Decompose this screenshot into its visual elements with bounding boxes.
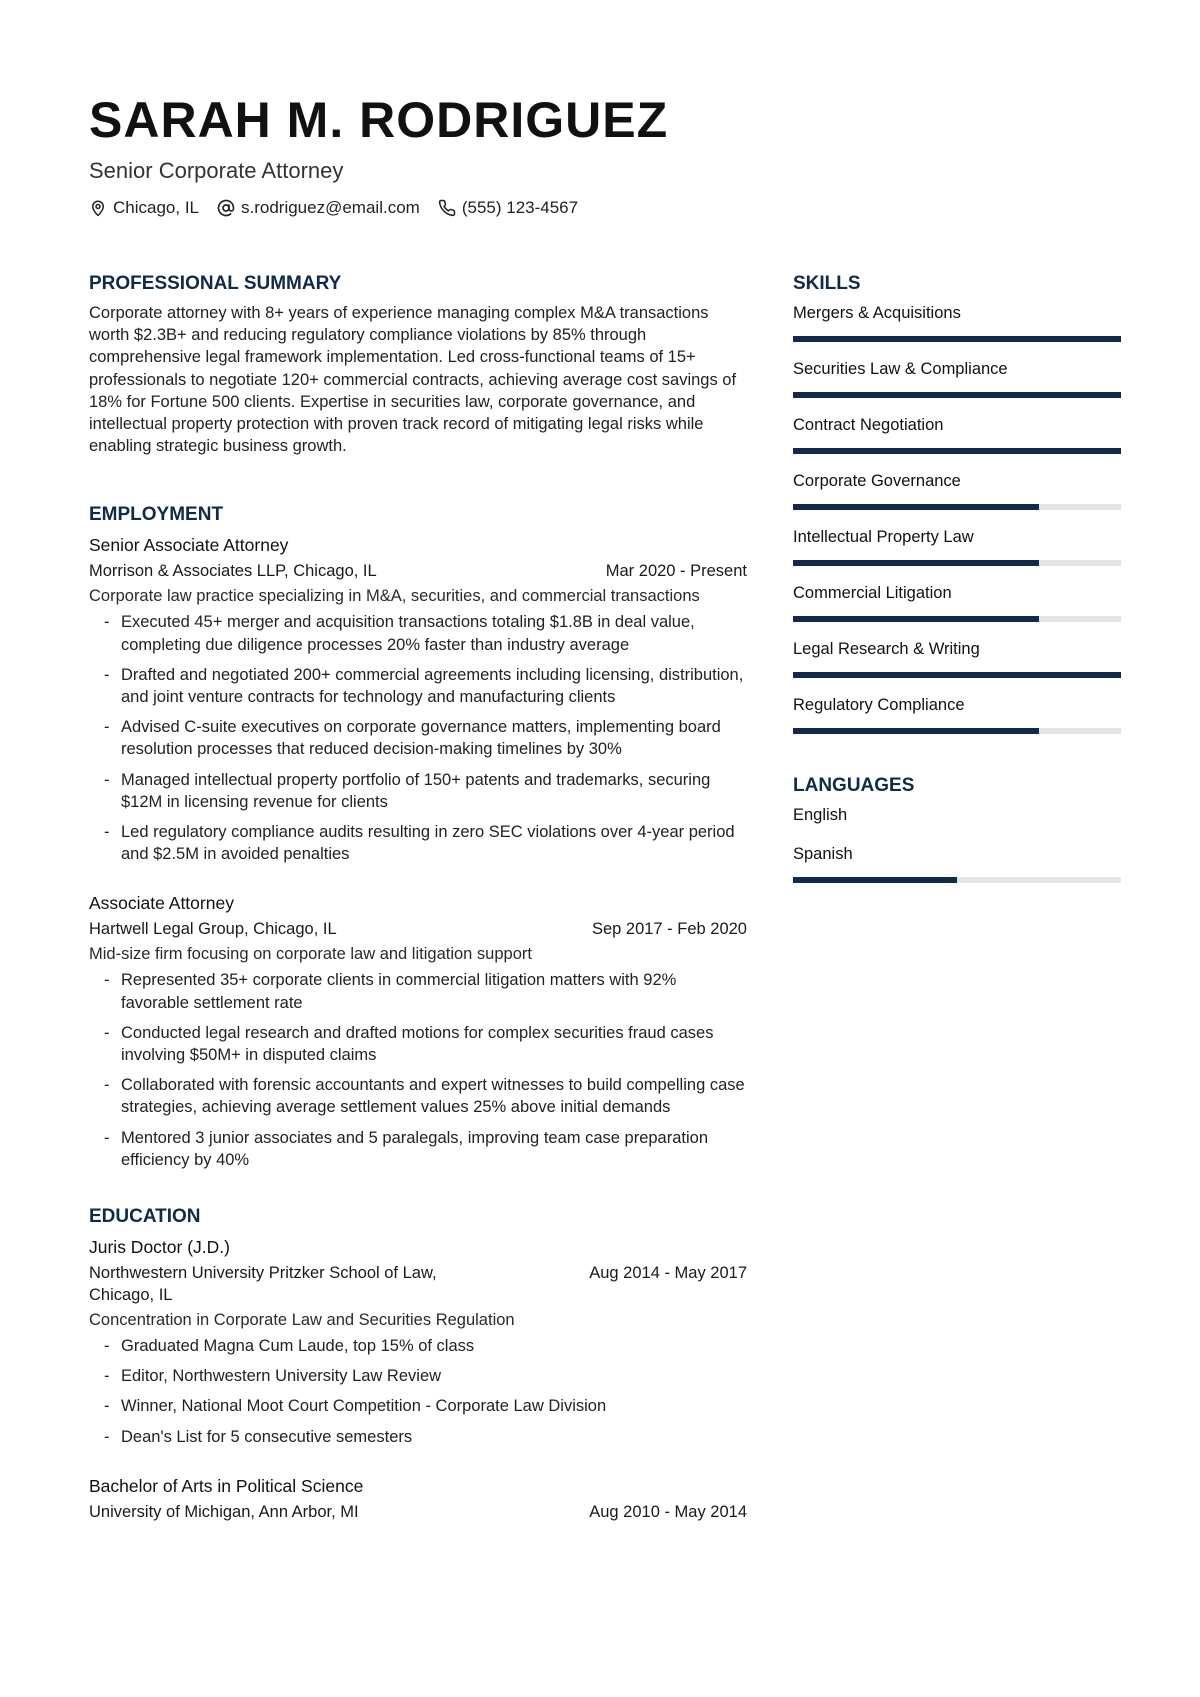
bullet-item: - Winner, National Moot Court Competition - Corporate Law Division	[104, 1397, 607, 1416]
employment-heading: EMPLOYMENT	[89, 504, 224, 526]
skills-section	[793, 272, 1121, 734]
skill-level-fill	[793, 504, 1039, 510]
languages-list	[793, 804, 1121, 883]
education-description: Concentration in Corporate Law and Securities Regulation	[89, 1311, 515, 1330]
bullet-item: - Advised C-suite executives on corporate governance matters, implementing board resolution processes that reduced decision-making timelines by 30%	[104, 718, 721, 759]
language-level-fill	[793, 877, 957, 883]
at-sign-icon	[217, 199, 235, 217]
language-level-bar	[793, 877, 1121, 883]
skills-list	[793, 302, 1121, 734]
skill-level-bar	[793, 504, 1121, 510]
sidebar-column	[793, 272, 1121, 929]
contact-phone[interactable]	[438, 198, 578, 218]
summary-heading: PROFESSIONAL SUMMARY	[89, 273, 342, 294]
bullet-item: - Mentored 3 junior associates and 5 paralegals, improving team case preparation efficiency by 40%	[104, 1128, 708, 1169]
job-company: Morrison & Associates LLP, Chicago, IL	[89, 562, 377, 581]
main-column	[89, 272, 747, 1569]
skill-level-bar	[793, 616, 1121, 622]
job-dates: Mar 2020 - Present	[605, 562, 747, 581]
skill-level-bar	[793, 560, 1121, 566]
skill-label: Mergers & Acquisitions	[793, 304, 961, 322]
skill-level-fill	[793, 560, 1039, 566]
phone-icon	[438, 199, 456, 217]
job-entry	[89, 533, 747, 865]
bullet-item: - Dean's List for 5 consecutive semesters	[104, 1427, 413, 1446]
job-dates: Sep 2017 - Feb 2020	[591, 920, 747, 939]
degree-title: Bachelor of Arts in Political Science	[89, 1475, 364, 1496]
contact-location	[89, 198, 199, 218]
job-bullets	[89, 611, 747, 865]
skill-label: Intellectual Property Law	[793, 528, 974, 546]
skill-item	[793, 414, 1121, 454]
degree-title: Juris Doctor (J.D.)	[89, 1237, 230, 1258]
skill-item	[793, 526, 1121, 566]
education-dates: Aug 2014 - May 2017	[589, 1264, 747, 1283]
job-title: Associate Attorney	[89, 893, 234, 914]
skill-level-fill	[793, 616, 1039, 622]
bullet-item: - Drafted and negotiated 200+ commercial agreements including licensing, distribution, and joint venture contracts for technology and manufacturing clients	[104, 665, 744, 707]
candidate-name: SARAH M. RODRIGUEZ	[89, 92, 669, 148]
job-company: Hartwell Legal Group, Chicago, IL	[89, 920, 337, 939]
job-title: Senior Associate Attorney	[89, 535, 289, 556]
skill-level-fill	[793, 672, 1121, 678]
skills-heading: SKILLS	[793, 273, 861, 294]
job-bullets	[89, 969, 747, 1171]
languages-section	[793, 774, 1121, 883]
skill-level-fill	[793, 728, 1039, 734]
contact-email[interactable]	[217, 198, 420, 218]
education-meta	[89, 1262, 747, 1306]
skill-item	[793, 582, 1121, 622]
skill-level-bar	[793, 672, 1121, 678]
school-name: University of Michigan, Ann Arbor, MI	[89, 1502, 359, 1521]
skill-level-fill	[793, 392, 1121, 398]
job-entry	[89, 891, 747, 1171]
bullet-item: - Conducted legal research and drafted motions for complex securities fraud cases involving $50M+ in disputed claims	[104, 1023, 714, 1065]
contact-info	[89, 198, 1119, 218]
skill-label: Corporate Governance	[793, 472, 961, 490]
job-meta	[89, 918, 747, 940]
skill-level-bar	[793, 336, 1121, 342]
job-meta	[89, 560, 747, 582]
email-text[interactable]: s.rodriguez@email.com	[241, 198, 420, 217]
bullet-item: - Editor, Northwestern University Law Review	[104, 1367, 442, 1386]
summary-section	[89, 272, 747, 457]
skill-item	[793, 470, 1121, 510]
resume-header	[89, 92, 1119, 218]
school-name: Northwestern University Pritzker School of Law, Chicago, IL	[89, 1264, 437, 1305]
skill-level-bar	[793, 448, 1121, 454]
employment-section	[89, 503, 747, 1171]
skill-level-fill	[793, 448, 1121, 454]
skill-label: Commercial Litigation	[793, 584, 952, 602]
education-section	[89, 1205, 747, 1523]
bullet-item: - Managed intellectual property portfolio of 150+ patents and trademarks, securing $12M in licensing revenue for clients	[104, 770, 711, 811]
summary-text: Corporate attorney with 8+ years of experience managing complex M&A transactions worth $2.3B+ and reducing regulatory compliance violations by 85% through comprehensive legal framework implementation. Led cross-functional teams of 15+ professionals to negotiate 120+ commercial contracts, achieving average cost savings of 18% for Fortune 500 clients. Expertise in securities law, corporate governance, and intellectual property protection with proven track record of mitigating legal risks while enabling strategic business growth.	[89, 304, 737, 456]
candidate-title: Senior Corporate Attorney	[89, 158, 344, 183]
skill-label: Legal Research & Writing	[793, 640, 980, 658]
skill-level-fill	[793, 336, 1121, 342]
language-label: Spanish	[793, 845, 853, 863]
education-bullets	[89, 1335, 747, 1448]
bullet-item: - Graduated Magna Cum Laude, top 15% of class	[104, 1337, 475, 1356]
skill-level-bar	[793, 728, 1121, 734]
skill-label: Contract Negotiation	[793, 416, 944, 434]
skill-item	[793, 638, 1121, 678]
location-text: Chicago, IL	[113, 198, 199, 217]
skill-item	[793, 302, 1121, 342]
education-heading: EDUCATION	[89, 1206, 201, 1228]
bullet-item: - Led regulatory compliance audits resulting in zero SEC violations over 4-year period and $2.5M in avoided penalties	[104, 823, 735, 864]
bullet-item: - Collaborated with forensic accountants and expert witnesses to build compelling case strategies, achieving average settlement values 25% above initial demands	[104, 1076, 745, 1117]
education-meta	[89, 1501, 747, 1523]
skill-label: Regulatory Compliance	[793, 696, 965, 714]
skill-level-bar	[793, 392, 1121, 398]
bullet-item: - Represented 35+ corporate clients in commercial litigation matters with 92% favorable settlement rate	[104, 971, 677, 1012]
job-description: Corporate law practice specializing in M&A, securities, and commercial transactions	[89, 587, 700, 606]
education-entry	[89, 1474, 747, 1523]
bullet-item: - Executed 45+ merger and acquisition transactions totaling $1.8B in deal value, completing due diligence processes 20% faster than industry average	[104, 613, 695, 654]
phone-text[interactable]: (555) 123-4567	[461, 198, 579, 217]
skill-item	[793, 694, 1121, 734]
education-entry	[89, 1235, 747, 1448]
languages-heading: LANGUAGES	[793, 775, 915, 796]
skill-item	[793, 358, 1121, 398]
job-description: Mid-size firm focusing on corporate law and litigation support	[89, 945, 532, 964]
map-pin-icon	[89, 199, 107, 217]
skill-label: Securities Law & Compliance	[793, 360, 1008, 378]
education-dates: Aug 2010 - May 2014	[589, 1502, 747, 1521]
language-label: English	[793, 806, 848, 824]
